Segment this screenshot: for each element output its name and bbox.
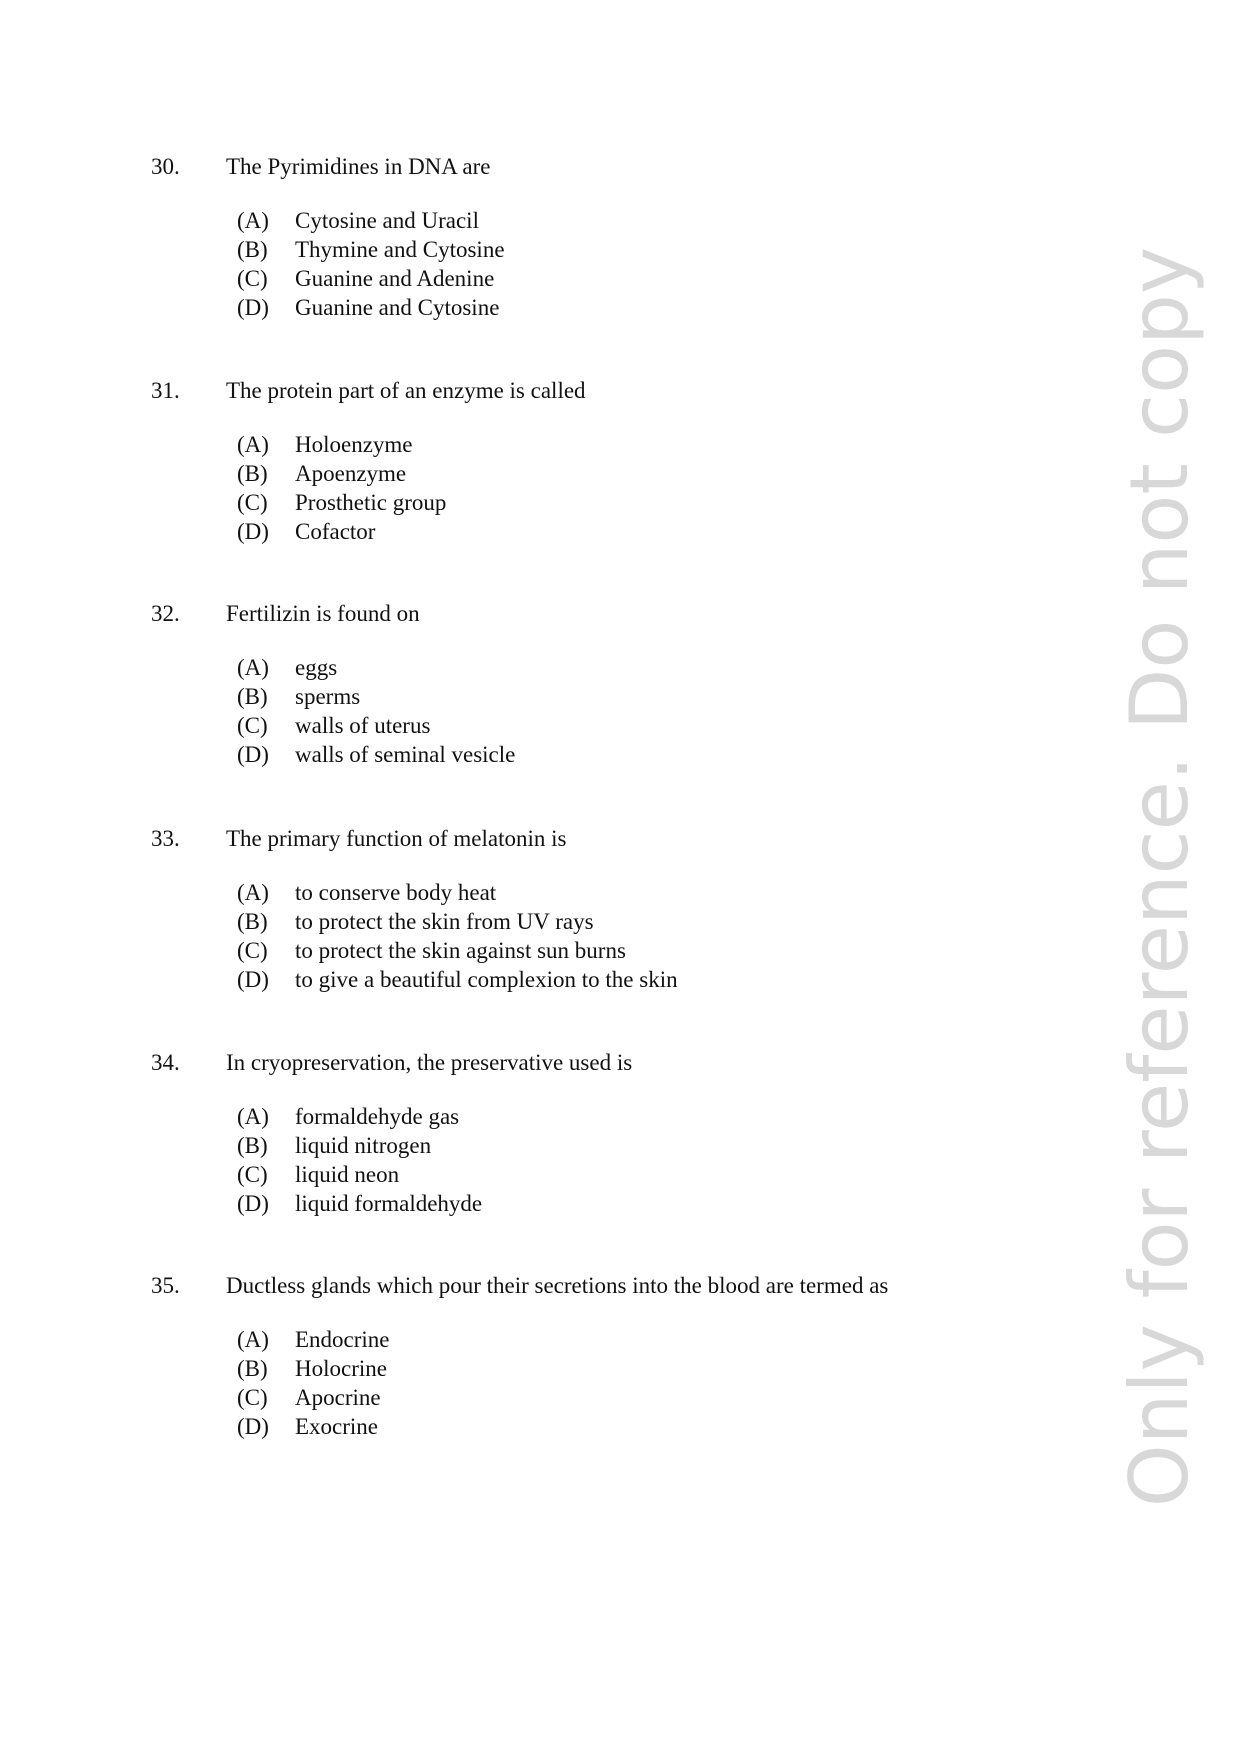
option <box>237 907 678 936</box>
option <box>237 517 446 546</box>
option <box>237 1354 390 1383</box>
option-label: (C) <box>237 713 268 738</box>
option-label: (B) <box>237 1133 268 1158</box>
option-text: Cytosine and Uracil <box>295 208 479 233</box>
options-list <box>237 430 446 546</box>
option-text: liquid neon <box>295 1162 400 1187</box>
option-text: formaldehyde gas <box>295 1104 460 1129</box>
options-list <box>237 1102 482 1218</box>
question-number: 31. <box>151 378 180 403</box>
option-label: (A) <box>237 208 269 233</box>
option <box>237 264 505 293</box>
option-label: (D) <box>237 967 269 992</box>
option <box>237 740 515 769</box>
option-text: to protect the skin from UV rays <box>295 909 594 934</box>
option-label: (A) <box>237 1104 269 1129</box>
option-text: Prosthetic group <box>295 490 447 515</box>
question-text: Ductless glands which pour their secretions into the blood are termed as <box>226 1273 889 1298</box>
options-list <box>237 206 505 322</box>
option-label: (B) <box>237 461 268 486</box>
option-label: (C) <box>237 938 268 963</box>
option-text: Holoenzyme <box>295 432 413 457</box>
question-number: 34. <box>151 1050 180 1075</box>
option <box>237 1383 390 1412</box>
question-number: 35. <box>151 1273 180 1298</box>
option-label: (B) <box>237 909 268 934</box>
option <box>237 1131 482 1160</box>
option-label: (C) <box>237 1162 268 1187</box>
option <box>237 878 678 907</box>
option <box>237 1102 482 1131</box>
option-label: (C) <box>237 1385 268 1410</box>
option-label: (A) <box>237 880 269 905</box>
question-number: 33. <box>151 826 180 851</box>
option-text: sperms <box>295 684 361 709</box>
option <box>237 1325 390 1354</box>
options-list <box>237 653 515 769</box>
question-text: The protein part of an enzyme is called <box>226 378 586 403</box>
options-list <box>237 1325 390 1441</box>
option-text: to conserve body heat <box>295 880 497 905</box>
question-number: 32. <box>151 601 180 626</box>
option-label: (D) <box>237 295 269 320</box>
option <box>237 235 505 264</box>
option-text: liquid formaldehyde <box>295 1191 483 1216</box>
option-text: liquid nitrogen <box>295 1133 432 1158</box>
option-label: (A) <box>237 655 269 680</box>
option-label: (B) <box>237 684 268 709</box>
watermark: Only for reference. Do not copy <box>1113 246 1206 1508</box>
option-label: (B) <box>237 237 268 262</box>
option-text: Exocrine <box>295 1414 379 1439</box>
option-text: to protect the skin against sun burns <box>295 938 626 963</box>
question-number: 30. <box>151 154 180 179</box>
option-text: to give a beautiful complexion to the skin <box>295 967 678 992</box>
option-label: (C) <box>237 490 268 515</box>
option-text: Guanine and Cytosine <box>295 295 500 320</box>
option-text: Cofactor <box>295 519 376 544</box>
option-text: Thymine and Cytosine <box>295 237 505 262</box>
question-text: The primary function of melatonin is <box>226 826 567 851</box>
option-text: Apocrine <box>295 1385 381 1410</box>
option <box>237 488 446 517</box>
option <box>237 293 505 322</box>
option-label: (C) <box>237 266 268 291</box>
option <box>237 711 515 740</box>
question-text: Fertilizin is found on <box>226 601 420 626</box>
option-text: Holocrine <box>295 1356 387 1381</box>
option <box>237 1189 482 1218</box>
question-text: The Pyrimidines in DNA are <box>226 154 491 179</box>
option <box>237 682 515 711</box>
option-text: Apoenzyme <box>295 461 407 486</box>
option-label: (D) <box>237 1414 269 1439</box>
option <box>237 206 505 235</box>
option <box>237 965 678 994</box>
option-text: walls of seminal vesicle <box>295 742 516 767</box>
option <box>237 459 446 488</box>
option-text: walls of uterus <box>295 713 431 738</box>
option <box>237 1412 390 1441</box>
option <box>237 430 446 459</box>
option-label: (A) <box>237 1327 269 1352</box>
option-label: (D) <box>237 519 269 544</box>
option-text: Guanine and Adenine <box>295 266 495 291</box>
option-text: eggs <box>295 655 338 680</box>
question-text: In cryopreservation, the preservative used is <box>226 1050 633 1075</box>
option-text: Endocrine <box>295 1327 390 1352</box>
option <box>237 936 678 965</box>
option <box>237 1160 482 1189</box>
options-list <box>237 878 678 994</box>
option-label: (D) <box>237 1191 269 1216</box>
option-label: (B) <box>237 1356 268 1381</box>
option-label: (D) <box>237 742 269 767</box>
option <box>237 653 515 682</box>
option-label: (A) <box>237 432 269 457</box>
